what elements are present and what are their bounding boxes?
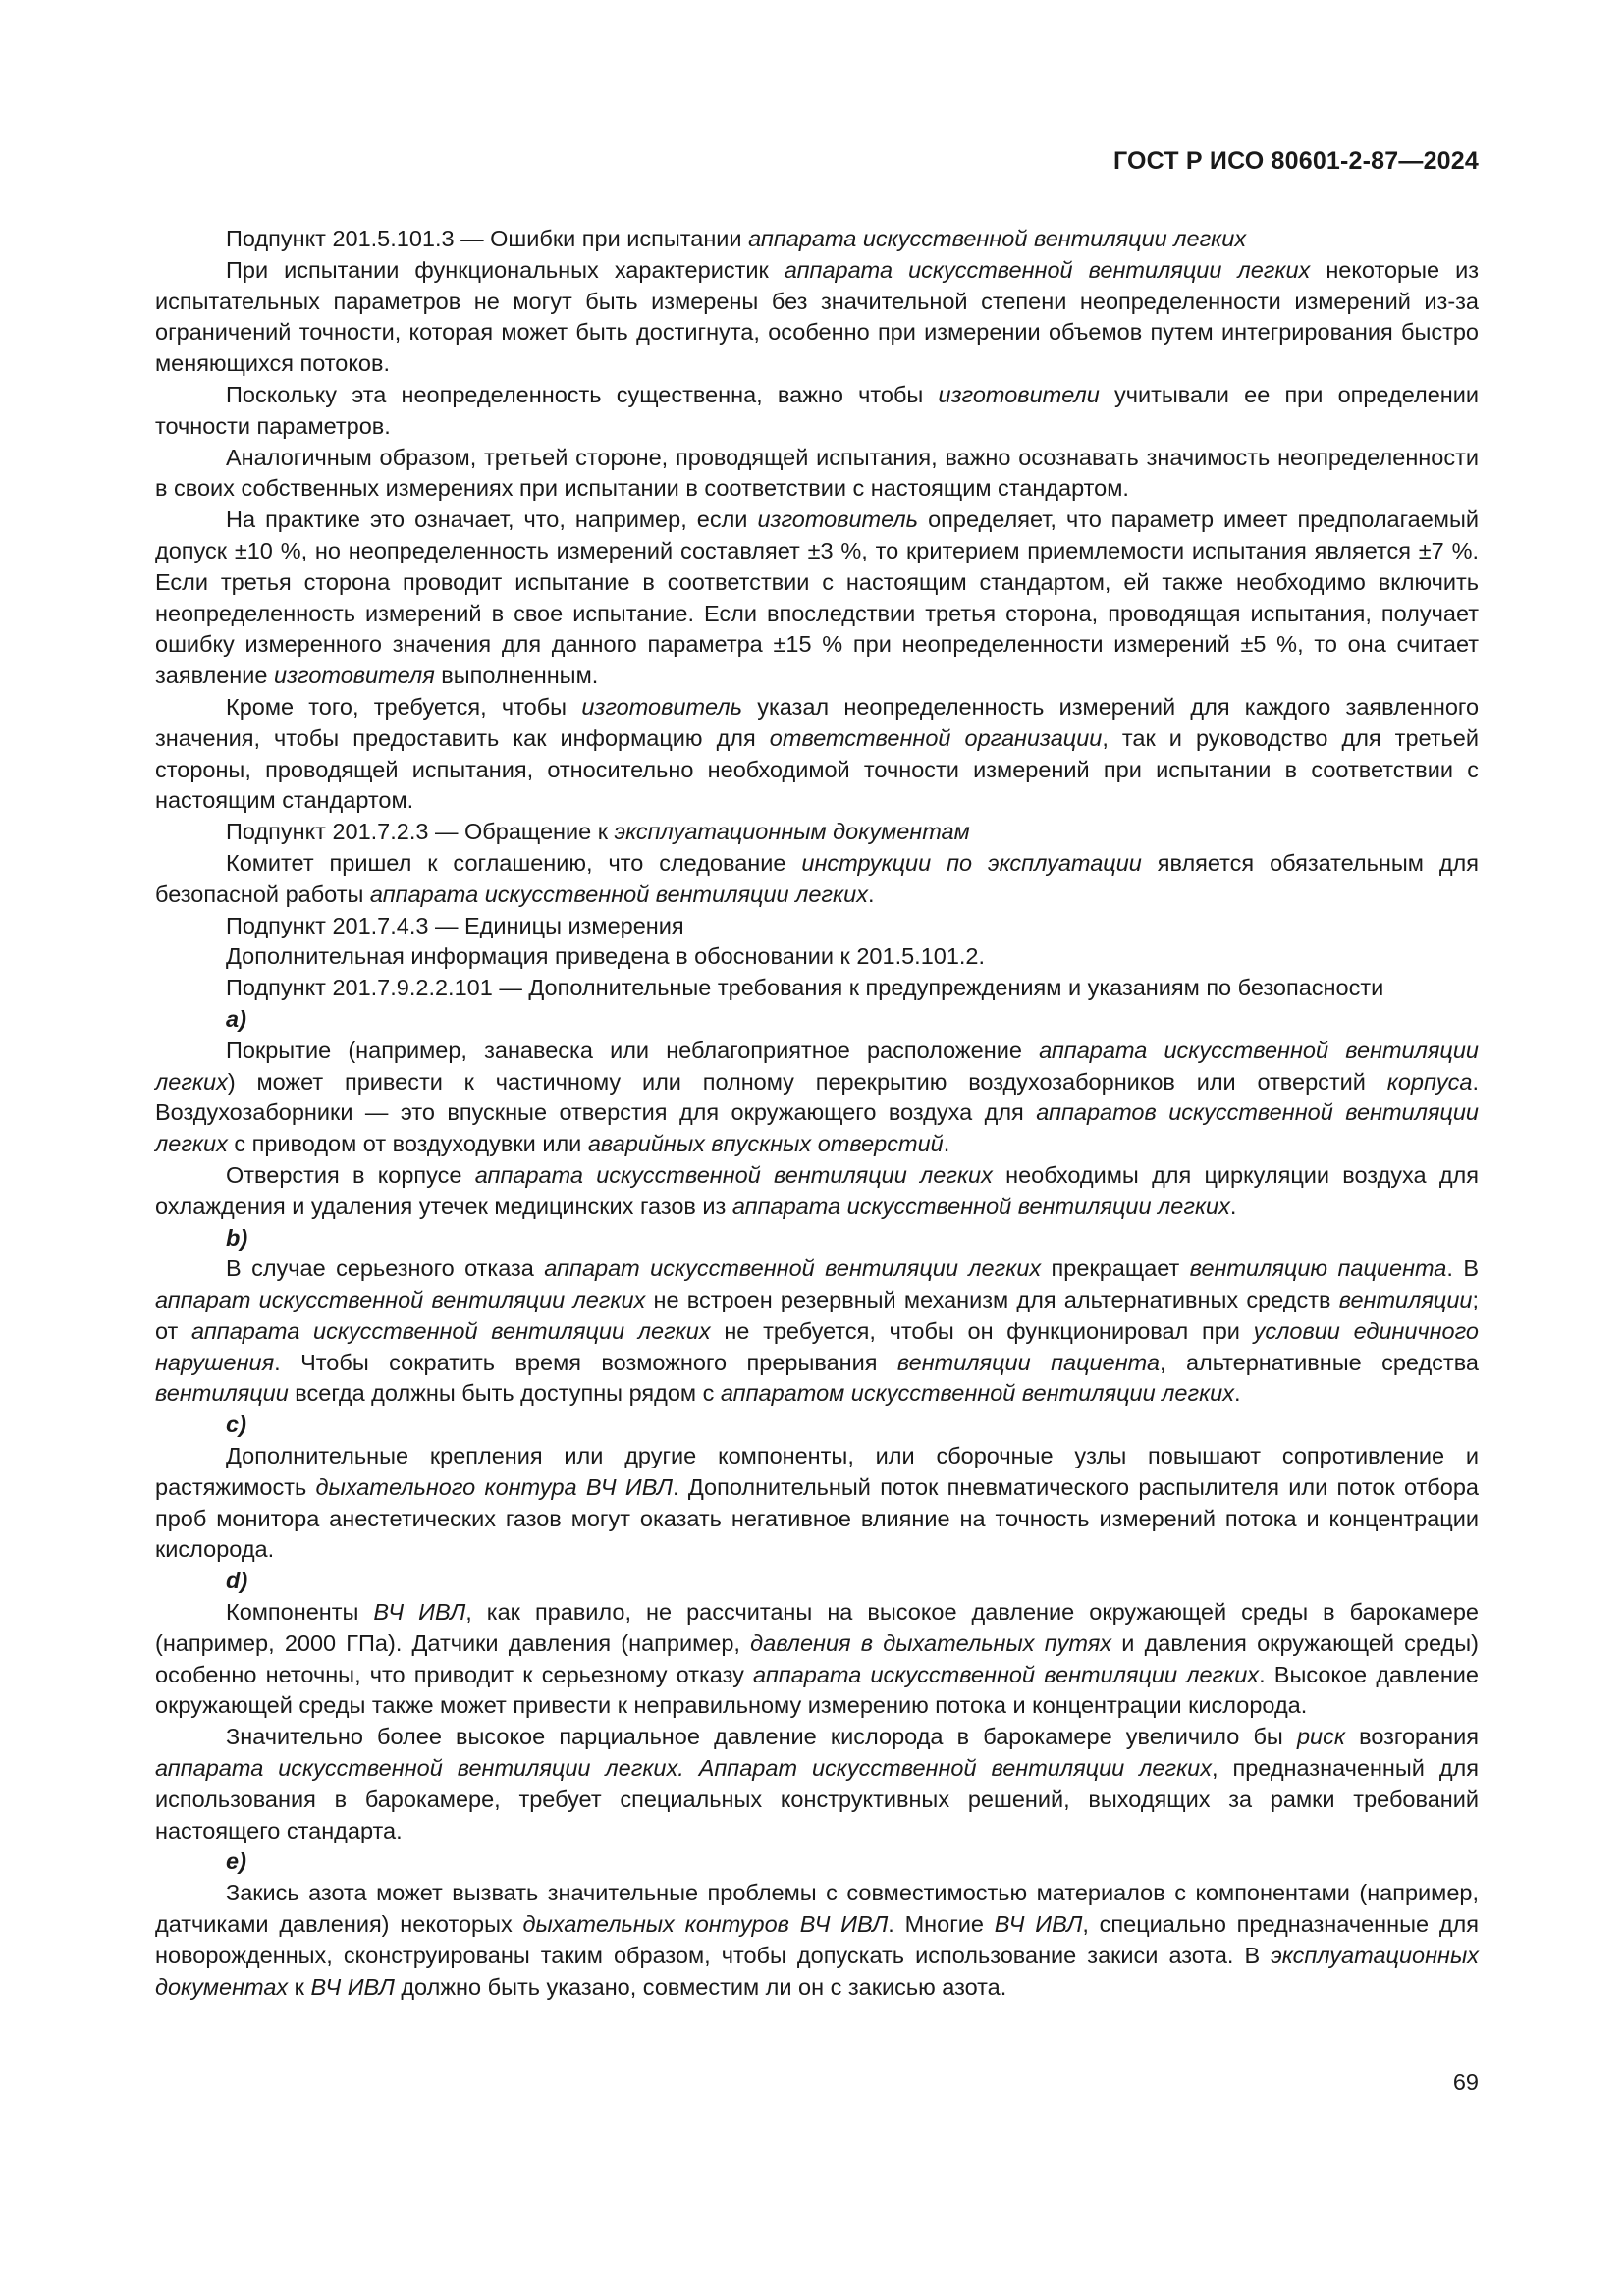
text-segment: . xyxy=(1234,1380,1241,1407)
text-segment: Подпункт 201.5.101.3 — Ошибки при испытании xyxy=(226,226,749,251)
text-segment: . Высокое давление окружающей среды также может привести к неправильному измерению потока и концентрации кислорода. xyxy=(155,1661,1479,1719)
term-emphasis: риск xyxy=(1296,1724,1345,1750)
document-body xyxy=(155,224,1479,2002)
term-emphasis: корпуса xyxy=(1386,1068,1473,1095)
term-emphasis: аппарата искусственной вентиляции легких. Аппарат искусственной вентиляции легких xyxy=(155,1755,1212,1782)
document-header-title: ГОСТ Р ИСО 80601-2-87—2024 xyxy=(1112,147,1479,175)
text-segment: , специально предназначенные для новорожденных, сконструированы таким образом, чтобы допускать использование закиси азота. В xyxy=(155,1911,1479,1968)
text-segment: Подпункт 201.7.9.2.2.101 — Дополнительные требования к предупреждениям и указаниям по безопасности xyxy=(226,975,1384,1001)
paragraph xyxy=(155,911,1479,942)
text-segment: , предназначенный для использования в барокамере, требует специальных конструктивных решений, выходящих за рамки требований настоящего стандарта. xyxy=(155,1755,1479,1843)
term-emphasis: аппаратов искусственной вентиляции легких xyxy=(155,1099,1479,1157)
term-emphasis: дыхательных контуров ВЧ ИВЛ xyxy=(522,1911,889,1938)
term-emphasis: аппарат искусственной вентиляции легких xyxy=(155,1287,646,1313)
text-segment: a) xyxy=(226,1005,246,1032)
text-segment: Подпункт 201.7.2.3 — Обращение к xyxy=(226,819,615,845)
term-emphasis: аппарата искусственной вентиляции легких xyxy=(369,881,868,907)
page-number: 69 xyxy=(1452,2069,1479,2095)
text-segment: Аналогичным образом, третьей стороне, проводящей испытания, важно осознавать значимость неопределенности в своих собственных измерениях при испытании в соответствии с настоящим стандартом. xyxy=(155,444,1479,502)
text-segment: ) может привести к частичному или полному перекрытию воздухозаборников или отверстий xyxy=(227,1068,1387,1095)
text-segment: определяет, что параметр имеет предполагаемый допуск ±10 %, но неопределенность измерений составляет ±3 %, то критерием приемлемости испытания является ±7 %. Если третья сторона проводит испытание в соответствии с настоящим стандартом, ей также необходимо включить неопределенность измерений в свое испытание. Если впоследствии третья сторона, проводящая испытания, получает ошибку измеренного значения для данного параметра ±15 % при неопределенности измерений ±5 %, то она считает заявление xyxy=(155,507,1479,689)
paragraph xyxy=(155,1878,1479,2002)
text-segment: всегда должны быть доступны рядом с xyxy=(288,1380,721,1407)
term-emphasis: эксплуатационным документам xyxy=(614,819,970,845)
term-emphasis: ответственной организации xyxy=(769,724,1103,751)
term-emphasis: вентиляции xyxy=(155,1380,289,1407)
text-segment: При испытании функциональных характеристик xyxy=(226,256,785,283)
text-segment: . xyxy=(867,881,875,907)
text-segment: необходимы для циркуляции воздуха для охлаждения и удаления утечек медицинских газов из xyxy=(155,1161,1479,1219)
text-segment: не встроен резервный механизм для альтернативных средств xyxy=(645,1287,1339,1313)
text-segment: . xyxy=(943,1131,950,1157)
term-emphasis: изготовителя xyxy=(274,663,435,689)
text-segment: должно быть указано, совместим ли он с закисью азота. xyxy=(394,1973,1007,2000)
text-segment: Дополнительные крепления или другие компоненты, или сборочные узлы повышают сопротивление и растяжимость xyxy=(155,1443,1479,1500)
text-segment: В случае серьезного отказа xyxy=(226,1255,545,1282)
paragraph xyxy=(155,1722,1479,1846)
text-segment: является обязательным для безопасной работы xyxy=(155,849,1479,907)
paragraph xyxy=(155,1254,1479,1410)
text-segment: d) xyxy=(226,1568,248,1594)
term-emphasis: вентиляцию пациента xyxy=(1189,1255,1447,1282)
term-emphasis: ВЧ ИВЛ xyxy=(373,1599,466,1626)
text-segment: и давления окружающей среды) особенно неточны, что приводит к серьезному отказу xyxy=(155,1629,1479,1687)
paragraph xyxy=(155,224,1479,255)
term-emphasis: изготовитель xyxy=(757,507,919,533)
text-segment: . Дополнительный поток пневматического распылителя или поток отбора проб монитора анестетических газов могут оказать негативное влияние на точность измерений потока и концентрации кислорода. xyxy=(155,1473,1479,1563)
paragraph xyxy=(155,973,1479,1004)
paragraph xyxy=(155,848,1479,911)
paragraph xyxy=(155,255,1479,380)
term-emphasis: дыхательного контура ВЧ ИВЛ xyxy=(315,1473,673,1500)
text-segment: , альтернативные средства xyxy=(1160,1349,1479,1375)
text-segment: Отверстия в корпусе xyxy=(226,1161,475,1188)
list-item-label xyxy=(155,1566,1479,1597)
text-segment: Комитет пришел к соглашению, что следование xyxy=(226,849,802,876)
text-segment: . xyxy=(1229,1193,1237,1219)
text-segment: Покрытие (например, занавеска или неблагоприятное расположение xyxy=(226,1037,1040,1063)
term-emphasis: аппарата искусственной вентиляции легких xyxy=(155,1037,1479,1095)
list-item-label xyxy=(155,1004,1479,1036)
text-segment: На практике это означает, что, например, если xyxy=(226,507,758,533)
term-emphasis: аппарата искусственной вентиляции легких xyxy=(784,256,1311,283)
list-item-label xyxy=(155,1410,1479,1441)
text-segment: возгорания xyxy=(1344,1724,1479,1750)
text-segment: . Чтобы сократить время возможного прерывания xyxy=(274,1349,897,1375)
text-segment: . В xyxy=(1446,1255,1479,1282)
text-segment: не требуется, чтобы он функционировал при xyxy=(710,1317,1254,1344)
list-item-label xyxy=(155,1223,1479,1255)
text-segment: указал неопределенность измерений для каждого заявленного значения, чтобы предоставить как информацию для xyxy=(155,693,1480,751)
term-emphasis: давления в дыхательных путях xyxy=(750,1629,1112,1656)
paragraph xyxy=(155,1160,1479,1223)
term-emphasis: инструкции по эксплуатации xyxy=(801,849,1142,876)
paragraph xyxy=(155,692,1479,817)
text-segment: прекращает xyxy=(1041,1255,1190,1282)
term-emphasis: вентиляции xyxy=(1338,1287,1473,1313)
term-emphasis: изготовители xyxy=(938,381,1100,407)
paragraph xyxy=(155,1036,1479,1160)
term-emphasis: аппарата искусственной вентиляции легких xyxy=(191,1317,711,1344)
text-segment: учитывали ее при определении точности параметров. xyxy=(155,381,1480,439)
term-emphasis: ВЧ ИВЛ xyxy=(310,1973,395,2000)
paragraph xyxy=(155,1441,1479,1566)
text-segment: b) xyxy=(226,1224,248,1251)
term-emphasis: аппарата искусственной вентиляции легких xyxy=(731,1193,1230,1219)
text-segment: ; от xyxy=(155,1287,1479,1344)
term-emphasis: аппарата искусственной вентиляции легких xyxy=(753,1661,1260,1687)
term-emphasis: вентиляции пациента xyxy=(896,1349,1161,1375)
text-segment: Кроме того, требуется, чтобы xyxy=(226,693,582,720)
paragraph xyxy=(155,505,1479,692)
text-segment: выполненным. xyxy=(434,663,599,689)
paragraph xyxy=(155,380,1479,443)
term-emphasis: условии единичного нарушения xyxy=(155,1317,1479,1375)
text-segment: . Многие xyxy=(888,1911,995,1938)
term-emphasis: аппарат искусственной вентиляции легких xyxy=(544,1255,1042,1282)
list-item-label xyxy=(155,1846,1479,1878)
text-segment: с приводом от воздуходувки или xyxy=(227,1131,588,1157)
text-segment: Дополнительная информация приведена в обосновании к 201.5.101.2. xyxy=(226,943,986,970)
text-segment: Компоненты xyxy=(226,1599,374,1626)
text-segment: c) xyxy=(226,1412,246,1438)
paragraph xyxy=(155,817,1479,848)
term-emphasis: изготовитель xyxy=(581,693,742,720)
paragraph xyxy=(155,1597,1479,1722)
text-segment: , как правило, не рассчитаны на высокое давление окружающей среды в барокамере (например, 2000 ГПа). Датчики давления (например, xyxy=(155,1599,1480,1656)
text-segment: Закись азота может вызвать значительные проблемы с совместимостью материалов с компонентами (например, датчиками давления) некоторых xyxy=(155,1880,1479,1938)
text-segment: к xyxy=(288,1973,311,2000)
term-emphasis: эксплуатационных документах xyxy=(155,1942,1479,2000)
text-segment: Подпункт 201.7.4.3 — Единицы измерения xyxy=(226,912,684,938)
term-emphasis: аппарата искусственной вентиляции легких xyxy=(748,226,1247,251)
text-segment: Значительно более высокое парциальное давление кислорода в барокамере увеличило бы xyxy=(226,1724,1297,1750)
term-emphasis: аппарата искусственной вентиляции легких xyxy=(474,1161,993,1188)
text-segment: e) xyxy=(226,1848,246,1875)
paragraph xyxy=(155,443,1479,506)
paragraph xyxy=(155,941,1479,973)
term-emphasis: аварийных впускных отверстий xyxy=(587,1131,944,1157)
text-segment: . Воздухозаборники — это впускные отверстия для окружающего воздуха для xyxy=(155,1068,1479,1126)
term-emphasis: ВЧ ИВЛ xyxy=(994,1911,1083,1938)
text-segment: , так и руководство для третьей стороны, проводящей испытания, относительно необходимой точности измерений при испытании в соответствии с настоящим стандартом. xyxy=(155,724,1480,814)
text-segment: некоторые из испытательных параметров не могут быть измерены без значительной степени неопределенности измерений из-за ограничений точности, которая может быть достигнута, особенно при измерении объемов путем интегрирования быстро меняющихся потоков. xyxy=(155,256,1479,377)
term-emphasis: аппаратом искусственной вентиляции легких xyxy=(720,1380,1235,1407)
text-segment: Поскольку эта неопределенность существенна, важно чтобы xyxy=(226,381,939,407)
